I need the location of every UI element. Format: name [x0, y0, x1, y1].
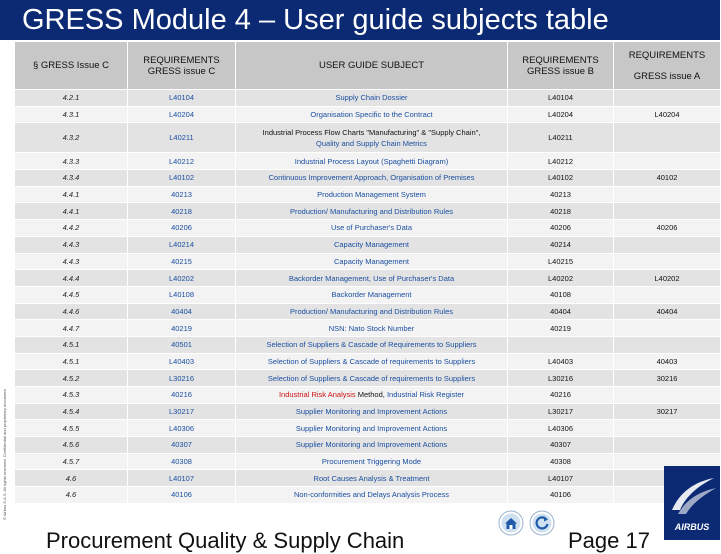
- section-cell: 4.2.1: [15, 90, 128, 107]
- table-row: [15, 453, 721, 470]
- table-row: [15, 286, 721, 303]
- section-cell: 4.5.6: [15, 437, 128, 454]
- subject-cell: Selection of Suppliers & Cascade of requirements to Suppliers: [236, 353, 508, 370]
- req-a-cell: [614, 320, 721, 337]
- subject-line-1: Industrial Process Flow Charts "Manufacturing" & "Supply Chain",: [262, 127, 481, 137]
- section-cell: 4.5.1: [15, 336, 128, 353]
- subject-cell: Procurement Triggering Mode: [236, 453, 508, 470]
- table-row: [15, 387, 721, 404]
- subject-cell: Supply Chain Dossier: [236, 90, 508, 107]
- req-c-cell: L30216: [128, 370, 236, 387]
- req-a-cell: 30217: [614, 403, 721, 420]
- table-row: [15, 236, 721, 253]
- subject-cell: Supplier Monitoring and Improvement Actions: [236, 403, 508, 420]
- req-b-cell: L40107: [508, 470, 614, 487]
- table-row: [15, 470, 721, 487]
- table-row: [15, 420, 721, 437]
- table-row: [15, 403, 721, 420]
- req-b-cell: 40213: [508, 186, 614, 203]
- subject-cell: Organisation Specific to the Contract: [236, 106, 508, 123]
- req-b-cell: 40404: [508, 303, 614, 320]
- req-c-cell: 40215: [128, 253, 236, 270]
- header-req-c: REQUIREMENTS GRESS issue C: [128, 42, 236, 90]
- table-row: [15, 336, 721, 353]
- req-a-cell: [614, 236, 721, 253]
- subject-cell: Non-conformities and Delays Analysis Process: [236, 487, 508, 504]
- req-a-cell: [614, 186, 721, 203]
- req-c-cell: 40308: [128, 453, 236, 470]
- subject-cell: Industrial Process Layout (Spaghetti Diagram): [236, 153, 508, 170]
- section-cell: 4.4.5: [15, 286, 128, 303]
- req-c-cell: L40306: [128, 420, 236, 437]
- table-row: [15, 353, 721, 370]
- req-b-cell: L40202: [508, 270, 614, 287]
- req-b-cell: 40218: [508, 203, 614, 220]
- page-number: Page 17: [568, 528, 650, 553]
- req-c-cell: L40211: [128, 123, 236, 153]
- req-c-cell: L40204: [128, 106, 236, 123]
- req-b-cell: L40306: [508, 420, 614, 437]
- req-b-cell: L40215: [508, 253, 614, 270]
- subject-cell: Supplier Monitoring and Improvement Actions: [236, 420, 508, 437]
- req-a-cell: 40102: [614, 170, 721, 187]
- section-cell: 4.5.4: [15, 403, 128, 420]
- req-a-cell: [614, 437, 721, 454]
- req-c-cell: 40501: [128, 336, 236, 353]
- table-row: [15, 303, 721, 320]
- table-row: [15, 170, 721, 187]
- req-b-cell: 40108: [508, 286, 614, 303]
- back-arrow-icon: [529, 510, 555, 536]
- req-c-cell: 40206: [128, 220, 236, 237]
- section-cell: 4.5.2: [15, 370, 128, 387]
- req-a-cell: 40404: [614, 303, 721, 320]
- table-row: [15, 253, 721, 270]
- table-row: [15, 437, 721, 454]
- req-a-cell: [614, 387, 721, 404]
- req-b-cell: [508, 336, 614, 353]
- subject-cell: NSN: Nato Stock Number: [236, 320, 508, 337]
- table-row: [15, 320, 721, 337]
- back-button[interactable]: [529, 510, 555, 536]
- req-b-cell: 40206: [508, 220, 614, 237]
- airbus-emblem-icon: [664, 466, 720, 522]
- req-c-cell: L40403: [128, 353, 236, 370]
- home-button[interactable]: [498, 510, 524, 536]
- subject-cell: Production Management System: [236, 186, 508, 203]
- subject-register-part: Industrial Risk Register: [386, 390, 465, 400]
- req-c-cell: L40102: [128, 170, 236, 187]
- req-b-cell: L40102: [508, 170, 614, 187]
- section-cell: 4.3.1: [15, 106, 128, 123]
- req-b-cell: 40307: [508, 437, 614, 454]
- header-section: § GRESS Issue C: [15, 42, 128, 90]
- section-cell: 4.4.1: [15, 203, 128, 220]
- section-cell: 4.3.4: [15, 170, 128, 187]
- req-a-cell: [614, 203, 721, 220]
- req-a-cell: [614, 123, 721, 153]
- req-a-cell: 30216: [614, 370, 721, 387]
- home-icon: [498, 510, 524, 536]
- airbus-logo: [664, 466, 720, 540]
- subject-cell: Supplier Monitoring and Improvement Actions: [236, 437, 508, 454]
- page-title: GRESS Module 4 – User guide subjects table: [22, 4, 609, 36]
- section-cell: 4.5.7: [15, 453, 128, 470]
- section-cell: 4.4.7: [15, 320, 128, 337]
- req-a-cell: [614, 336, 721, 353]
- subject-line-2: Quality and Supply Chain Metrics: [316, 138, 427, 148]
- req-a-cell: L40204: [614, 106, 721, 123]
- table-row: [15, 186, 721, 203]
- req-c-cell: L40214: [128, 236, 236, 253]
- section-cell: 4.4.6: [15, 303, 128, 320]
- subject-cell: Continuous Improvement Approach, Organisation of Premises: [236, 170, 508, 187]
- logo-text: AIRBUS: [674, 522, 710, 532]
- table-row: [15, 270, 721, 287]
- req-c-cell: 40307: [128, 437, 236, 454]
- req-c-cell: 40216: [128, 387, 236, 404]
- subject-cell: [236, 123, 508, 153]
- subject-cell: Production/ Manufacturing and Distribution Rules: [236, 303, 508, 320]
- subject-cell: Use of Purchaser's Data: [236, 220, 508, 237]
- req-b-cell: 40219: [508, 320, 614, 337]
- req-c-cell: L40107: [128, 470, 236, 487]
- req-b-cell: L30217: [508, 403, 614, 420]
- subject-cell: [236, 387, 508, 404]
- table-row: [15, 106, 721, 123]
- req-a-cell: [614, 286, 721, 303]
- subject-method-part: Method,: [355, 390, 387, 400]
- subject-risk-part: Industrial Risk Analysis: [278, 390, 356, 400]
- req-c-cell: 40213: [128, 186, 236, 203]
- table-row: [15, 203, 721, 220]
- subject-cell: Capacity Management: [236, 236, 508, 253]
- subject-cell: Backorder Management: [236, 286, 508, 303]
- header-req-a: [614, 42, 721, 90]
- section-cell: 4.6: [15, 487, 128, 504]
- req-b-cell: L40104: [508, 90, 614, 107]
- req-c-cell: 40404: [128, 303, 236, 320]
- header-req-b: REQUIREMENTS GRESS issue B: [508, 42, 614, 90]
- req-b-cell: 40216: [508, 387, 614, 404]
- subject-cell: Selection of Suppliers & Cascade of Requirements to Suppliers: [236, 336, 508, 353]
- table-header-row: [15, 42, 721, 90]
- req-b-cell: L30216: [508, 370, 614, 387]
- req-b-cell: L40211: [508, 123, 614, 153]
- subject-cell: Capacity Management: [236, 253, 508, 270]
- table-row: [15, 220, 721, 237]
- title-bar: [0, 0, 720, 40]
- section-cell: 4.6: [15, 470, 128, 487]
- subject-cell: Root Causes Analysis & Treatment: [236, 470, 508, 487]
- req-b-cell: L40212: [508, 153, 614, 170]
- subject-cell: Production/ Manufacturing and Distribution Rules: [236, 203, 508, 220]
- req-a-cell: [614, 420, 721, 437]
- table-row: [15, 153, 721, 170]
- req-a-cell: [614, 253, 721, 270]
- req-b-cell: L40204: [508, 106, 614, 123]
- req-b-cell: 40214: [508, 236, 614, 253]
- req-b-cell: 40106: [508, 487, 614, 504]
- req-c-cell: L40212: [128, 153, 236, 170]
- req-a-cell: [614, 153, 721, 170]
- header-req-a-line1: REQUIREMENTS: [628, 49, 706, 61]
- section-cell: 4.5.3: [15, 387, 128, 404]
- req-b-cell: 40308: [508, 453, 614, 470]
- section-cell: 4.4.4: [15, 270, 128, 287]
- req-c-cell: L40108: [128, 286, 236, 303]
- copyright-note: © Airbus S.A.S. All rights reserved. Confidential and proprietary document.: [2, 388, 7, 520]
- req-c-cell: 40219: [128, 320, 236, 337]
- header-req-a-line2: GRESS issue A: [633, 70, 701, 82]
- section-cell: 4.5.5: [15, 420, 128, 437]
- table-row: [15, 90, 721, 107]
- subject-cell: Backorder Management, Use of Purchaser's Data: [236, 270, 508, 287]
- req-a-cell: 40403: [614, 353, 721, 370]
- section-cell: 4.3.2: [15, 123, 128, 153]
- req-a-cell: 40206: [614, 220, 721, 237]
- req-c-cell: L40202: [128, 270, 236, 287]
- req-c-cell: 40218: [128, 203, 236, 220]
- section-cell: 4.3.3: [15, 153, 128, 170]
- table-row: [15, 370, 721, 387]
- section-cell: 4.4.3: [15, 253, 128, 270]
- req-c-cell: L30217: [128, 403, 236, 420]
- section-cell: 4.4.1: [15, 186, 128, 203]
- section-cell: 4.5.1: [15, 353, 128, 370]
- req-c-cell: 40106: [128, 487, 236, 504]
- table-row: [15, 123, 721, 153]
- req-b-cell: L40403: [508, 353, 614, 370]
- subject-cell: Selection of Suppliers & Cascade of requirements to Suppliers: [236, 370, 508, 387]
- header-subject: USER GUIDE SUBJECT: [236, 42, 508, 90]
- footer-text: Procurement Quality & Supply Chain: [46, 528, 405, 553]
- section-cell: 4.4.3: [15, 236, 128, 253]
- req-c-cell: L40104: [128, 90, 236, 107]
- footer: [0, 500, 720, 553]
- user-guide-subjects-table: [14, 41, 721, 504]
- req-a-cell: L40202: [614, 270, 721, 287]
- req-a-cell: [614, 90, 721, 107]
- section-cell: 4.4.2: [15, 220, 128, 237]
